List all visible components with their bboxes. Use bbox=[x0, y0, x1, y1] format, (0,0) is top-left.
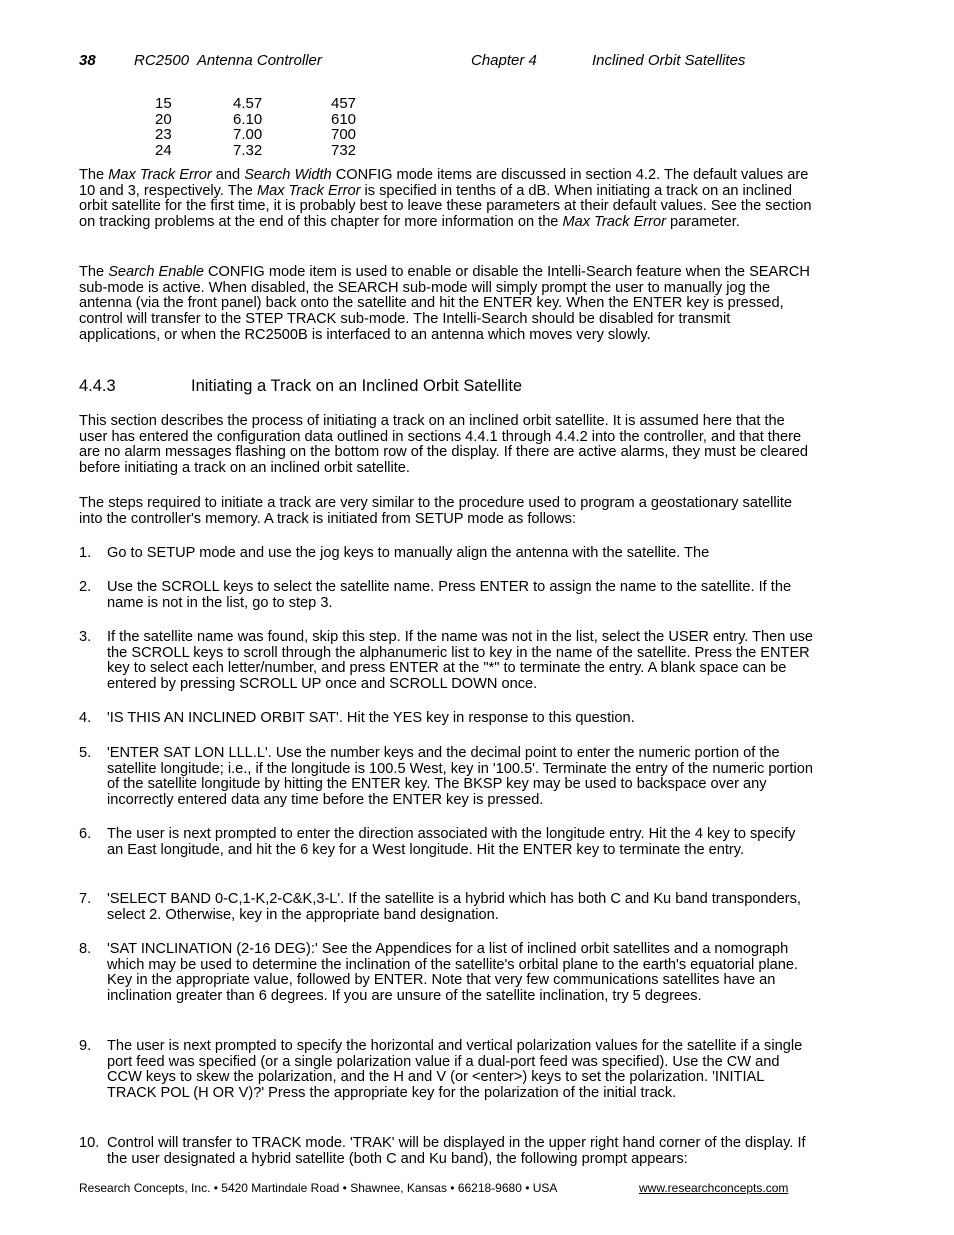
table-cell: 4.57 bbox=[233, 95, 263, 112]
table-row bbox=[155, 143, 391, 159]
list-item-number: 8. bbox=[79, 941, 92, 957]
values-table bbox=[155, 96, 391, 159]
list-item bbox=[79, 1039, 814, 1102]
list-item bbox=[79, 827, 814, 858]
list-item-text: 'IS THIS AN INCLINED ORBIT SAT'. Hit the YES key in response to this question. bbox=[107, 710, 635, 726]
website-link[interactable]: www.researchconcepts.com bbox=[639, 1181, 789, 1195]
list-item-text: 'ENTER SAT LON LLL.L'. Use the number keys and the decimal point to enter the numeric portion of the satellite longitude; i.e., if the longitude is 100.5 West, key in '100.5'. Terminate the entry of the numeric portion of the satellite longitude by hitting the ENTER key. The BKSP key may be used to backspace over any incorrectly entered data any time before the ENTER key is pressed. bbox=[107, 745, 813, 809]
section-number: 4.4.3 bbox=[79, 377, 116, 395]
list-item-text: Go to SETUP mode and use the jog keys to manually align the antenna with the satellite. The bbox=[107, 545, 710, 561]
list-item-number: 5. bbox=[79, 745, 92, 761]
list-item bbox=[79, 942, 814, 1005]
list-item-text: The user is next prompted to enter the direction associated with the longitude entry. Hit the 4 key to specify an East longitude, and hit the 6 key for a West longitude. Hit the ENTER key to terminate the entry. bbox=[107, 826, 796, 858]
list-item-text: If the satellite name was found, skip this step. If the name was not in the list, select the USER entry. Then use the SCROLL keys to scroll through the alphanumeric list to key in the name of the satellite. Press the ENTER key to select each letter/number, and press ENTER at the "*" to terminate the entry. A blank space can be entered by pressing SCROLL UP once and SCROLL DOWN once. bbox=[107, 629, 813, 693]
list-item-text: Control will transfer to TRACK mode. 'TRAK' will be displayed in the upper right hand corner of the display. If the user designated a hybrid satellite (both C and Ku band), the following prompt appears: bbox=[107, 1135, 806, 1167]
list-item-text: The user is next prompted to specify the horizontal and vertical polarization values for the satellite if a single port feed was specified (or a single polarization value if a dual-port feed was specified). Use the CW and CCW keys to skew the polarization, and the H and V (or <enter>) keys to set the polarization. 'INITIAL TRACK POL (H OR V)?' Press the appropriate key for the polarization of the initial track. bbox=[107, 1038, 803, 1102]
table-row bbox=[155, 112, 391, 128]
list-item-text: 'SAT INCLINATION (2-16 DEG):' See the Appendices for a list of inclined orbit satellites and a nomograph which may be used to determine the inclination of the satellite's orbital plane to the earth's equatorial plane. Key in the appropriate value, followed by ENTER. Note that very few communications satellites have an inclination greater than 6 degrees. If you are unsure of the satellite inclination, try 5 degrees. bbox=[107, 941, 799, 1005]
table-cell: 7.32 bbox=[233, 142, 263, 160]
list-item-number: 1. bbox=[79, 545, 92, 561]
chapter-label: Chapter 4 bbox=[471, 52, 537, 69]
table-cell: 7.00 bbox=[233, 126, 263, 144]
table-row bbox=[155, 127, 391, 143]
document-title: RC2500 Antenna Controller bbox=[134, 52, 322, 69]
table-row bbox=[155, 96, 391, 112]
list-item-number: 6. bbox=[79, 826, 92, 842]
list-item bbox=[79, 711, 814, 727]
table-cell: 23 bbox=[155, 126, 172, 144]
table-cell: 20 bbox=[155, 110, 172, 128]
table-cell: 6.10 bbox=[233, 110, 263, 128]
list-item bbox=[79, 546, 814, 562]
paragraph-max-track-error: The Max Track Error and Search Width CONFIG mode items are discussed in section 4.2. The default values are 10 and 3, respectively. The Max Track Error is specified in tenths of a dB. When initiating a track on an inclined orbit satellite for the first time, it is probably best to leave these parameters at their default values. See the section on tracking problems at the end of this chapter for more information on the Max Track Error parameter. bbox=[79, 167, 812, 231]
list-item bbox=[79, 630, 814, 693]
list-item bbox=[79, 746, 814, 809]
list-item bbox=[79, 892, 814, 923]
table-cell: 732 bbox=[331, 142, 357, 160]
table-cell: 24 bbox=[155, 142, 172, 160]
list-item-text: 'SELECT BAND 0-C,1-K,2-C&K,3-L'. If the satellite is a hybrid which has both C and Ku band transponders, select 2. Otherwise, key in the appropriate band designation. bbox=[107, 891, 801, 923]
list-item-number: 4. bbox=[79, 710, 92, 726]
section-heading bbox=[79, 377, 522, 396]
page-number: 38 bbox=[79, 52, 96, 69]
list-item-number: 2. bbox=[79, 579, 92, 595]
footer-address: Research Concepts, Inc. • 5420 Martindale Road • Shawnee, Kansas • 66218-9680 • USA bbox=[79, 1181, 558, 1195]
list-item bbox=[79, 580, 814, 611]
table-cell: 15 bbox=[155, 95, 172, 112]
list-item-number: 10. bbox=[79, 1135, 100, 1151]
list-item-number: 9. bbox=[79, 1038, 92, 1054]
list-item-number: 3. bbox=[79, 629, 92, 645]
chapter-title: Inclined Orbit Satellites bbox=[592, 52, 746, 69]
paragraph-steps-intro: The steps required to initiate a track are very similar to the procedure used to program a geostationary satellite into the controller's memory. A track is initiated from SETUP mode as follows: bbox=[79, 495, 793, 527]
table-cell: 457 bbox=[331, 95, 357, 112]
paragraph-intro: This section describes the process of initiating a track on an inclined orbit satellite. It is assumed here that the user has entered the configuration data outlined in sections 4.4.1 through 4.4.2 into the controller, and that there are no alarm messages flashing on the bottom row of the display. If there are active alarms, they must be cleared before initiating a track on an inclined orbit satellite. bbox=[79, 413, 808, 477]
list-item-number: 7. bbox=[79, 891, 92, 907]
list-item bbox=[79, 1136, 814, 1167]
paragraph-search-enable: The Search Enable CONFIG mode item is used to enable or disable the Intelli-Search feature when the SEARCH sub-mode is active. When disabled, the SEARCH sub-mode will simply prompt the user to manually jog the antenna (via the front panel) back onto the satellite and hit the ENTER key. When the ENTER key is pressed, control will transfer to the STEP TRACK sub-mode. The Intelli-Search should be disabled for transmit applications, or when the RC2500B is interfaced to an antenna which moves very slowly. bbox=[79, 264, 810, 343]
table-cell: 610 bbox=[331, 110, 357, 128]
table-cell: 700 bbox=[331, 126, 357, 144]
list-item-text: Use the SCROLL keys to select the satellite name. Press ENTER to assign the name to the satellite. If the name is not in the list, go to step 3. bbox=[107, 579, 792, 611]
section-title: Initiating a Track on an Inclined Orbit Satellite bbox=[191, 377, 523, 395]
